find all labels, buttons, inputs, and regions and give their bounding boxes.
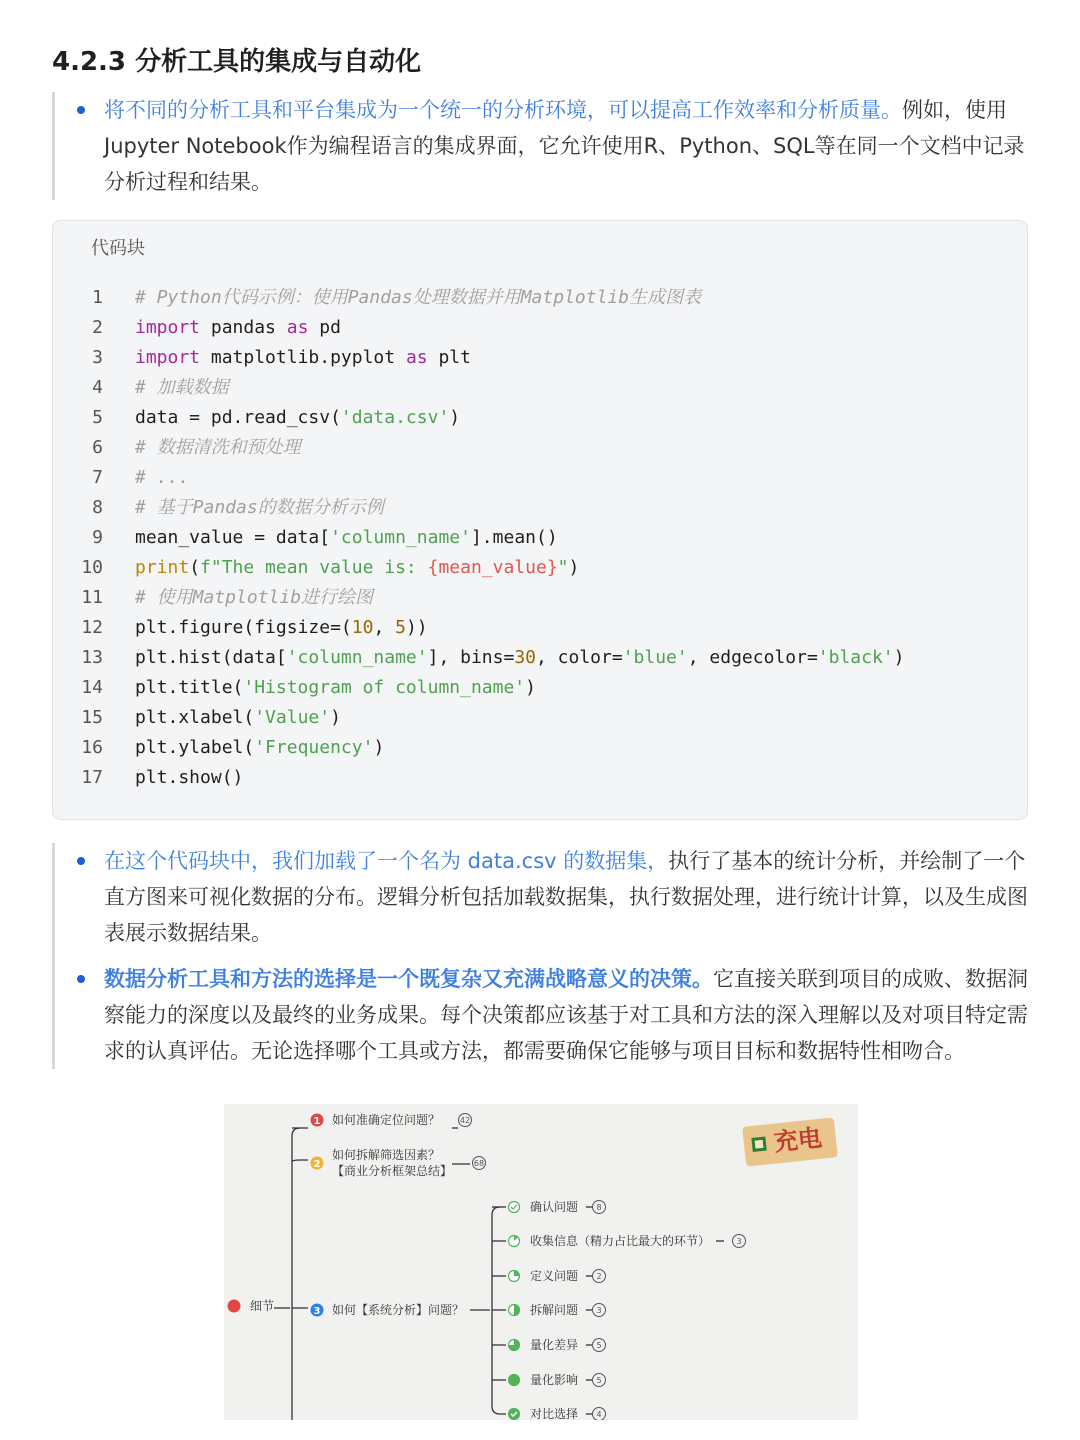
line-number: 3 — [92, 347, 103, 368]
code-text: import pandas as pd — [135, 317, 341, 338]
count-badge: 4 — [596, 1410, 602, 1419]
progress-6-icon — [509, 1409, 520, 1420]
code-comment: # 基于Pandas的数据分析示例 — [135, 497, 384, 518]
line-number: 6 — [92, 437, 103, 458]
battery-icon — [751, 1137, 766, 1152]
root-node-dot — [228, 1300, 241, 1313]
line-number: 8 — [92, 497, 103, 518]
blockquote-notes — [52, 843, 1031, 1069]
mindmap-node-label: 如何准确定位问题？ — [332, 1113, 441, 1127]
code-text: mean_value = data['column_name'].mean() — [135, 527, 558, 548]
highlight-text: 在这个代码块中，我们加载了一个名为 data.csv 的数据集， — [104, 849, 669, 873]
code-text: import matplotlib.pyplot as plt — [135, 347, 471, 368]
bullet-dot — [77, 975, 85, 983]
mindmap-step-label: 量化影响 — [530, 1373, 579, 1387]
code-text: plt.xlabel('Value') — [135, 707, 341, 728]
count-badge: 68 — [473, 1159, 485, 1168]
line-number: 7 — [92, 467, 103, 488]
bullet-dot — [77, 857, 85, 865]
highlight-text: 数据分析工具和方法的选择是一个既复杂又充满战略意义的决策。 — [104, 967, 713, 991]
count-badge: 3 — [736, 1237, 742, 1246]
bullet-item — [55, 961, 1031, 1069]
progress-5-icon — [509, 1375, 520, 1386]
section-heading: 4.2.3 分析工具的集成与自动化 — [52, 47, 422, 77]
code-comment: # 使用Matplotlib进行绘图 — [135, 587, 374, 608]
line-number: 4 — [92, 377, 103, 398]
mindmap-step-label: 定义问题 — [530, 1269, 579, 1283]
code-comment: # Python代码示例：使用Pandas处理数据并用Matplotlib生成图表 — [135, 287, 702, 308]
code-comment: # 数据清洗和预处理 — [135, 437, 301, 458]
code-text: plt.ylabel('Frequency') — [135, 737, 385, 758]
code-text: plt.title('Histogram of column_name') — [135, 677, 536, 698]
bullet-dot — [77, 106, 85, 114]
line-number: 5 — [92, 407, 103, 428]
line-number: 12 — [81, 617, 103, 638]
line-number: 13 — [81, 647, 103, 668]
line-number: 9 — [92, 527, 103, 548]
priority-1-number: 1 — [313, 1116, 321, 1127]
mindmap-node-label: 如何【系统分析】问题？ — [332, 1303, 465, 1317]
line-number: 10 — [81, 557, 103, 578]
mindmap-image — [224, 1104, 858, 1420]
count-badge: 3 — [596, 1306, 602, 1315]
code-text: print(f"The mean value is: {mean_value}") — [135, 557, 580, 578]
body-text: 例如，使用Jupyter Notebook作为编程语言的集成界面，它允许使用R、Python、SQL等在同一个文档中记录分析过程和结果。 — [104, 98, 1025, 194]
blockquote-intro — [52, 92, 1031, 200]
line-number: 17 — [81, 767, 103, 788]
code-text: plt.hist(data['column_name'], bins=30, color='blue', edgecolor='black') — [135, 647, 905, 668]
mindmap-step-label: 确认问题 — [530, 1200, 579, 1214]
mindmap-step-label: 拆解问题 — [530, 1303, 579, 1317]
stamp-text: 充电 — [772, 1123, 824, 1157]
body-text: 执行了基本的统计分析，并绘制了一个直方图来可视化数据的分布。逻辑分析包括加载数据集，执行数据处理，进行统计计算，以及生成图表展示数据结果。 — [104, 849, 1028, 945]
count-badge: 8 — [596, 1203, 602, 1212]
code-block[interactable] — [52, 220, 1028, 820]
bullet-item — [55, 843, 1031, 951]
line-number: 14 — [81, 677, 103, 698]
code-comment: # 加载数据 — [135, 377, 229, 398]
highlight-text: 将不同的分析工具和平台集成为一个统一的分析环境，可以提高工作效率和分析质量。 — [104, 98, 902, 122]
mindmap-root-label: 细节 — [250, 1299, 275, 1313]
priority-3-number: 3 — [313, 1306, 321, 1317]
line-number: 15 — [81, 707, 103, 728]
code-text: plt.show() — [135, 767, 244, 788]
code-block-title: 代码块 — [91, 238, 145, 259]
bullet-item — [55, 92, 1031, 200]
count-badge: 42 — [459, 1116, 471, 1125]
mindmap-node-label: 【商业分析框架总结】 — [332, 1164, 453, 1178]
line-number: 1 — [92, 287, 103, 308]
mindmap-step-label: 量化差异 — [530, 1338, 579, 1352]
progress-0-icon — [509, 1202, 520, 1213]
mindmap-step-label: 收集信息（精力占比最大的环节） — [530, 1234, 711, 1248]
line-number: 2 — [92, 317, 103, 338]
code-text: data = pd.read_csv('data.csv') — [135, 407, 461, 428]
line-number: 16 — [81, 737, 103, 758]
priority-2-number: 2 — [313, 1159, 321, 1170]
line-number: 11 — [81, 587, 103, 608]
count-badge: 5 — [596, 1376, 602, 1385]
mindmap-node-label: 如何拆解筛选因素？ — [332, 1148, 441, 1162]
code-text: plt.figure(figsize=(10, 5)) — [135, 617, 428, 638]
mindmap-step-label: 对比选择 — [530, 1407, 579, 1420]
count-badge: 2 — [596, 1272, 602, 1281]
count-badge: 5 — [596, 1341, 602, 1350]
body-text: 它直接关联到项目的成败、数据洞察能力的深度以及最终的业务成果。每个决策都应该基于对工具和方法的深入理解以及对项目特定需求的认真评估。无论选择哪个工具或方法，都需要确保它能够与项目目标和数据特性相吻合。 — [104, 967, 1028, 1063]
code-comment: # ... — [135, 467, 190, 488]
